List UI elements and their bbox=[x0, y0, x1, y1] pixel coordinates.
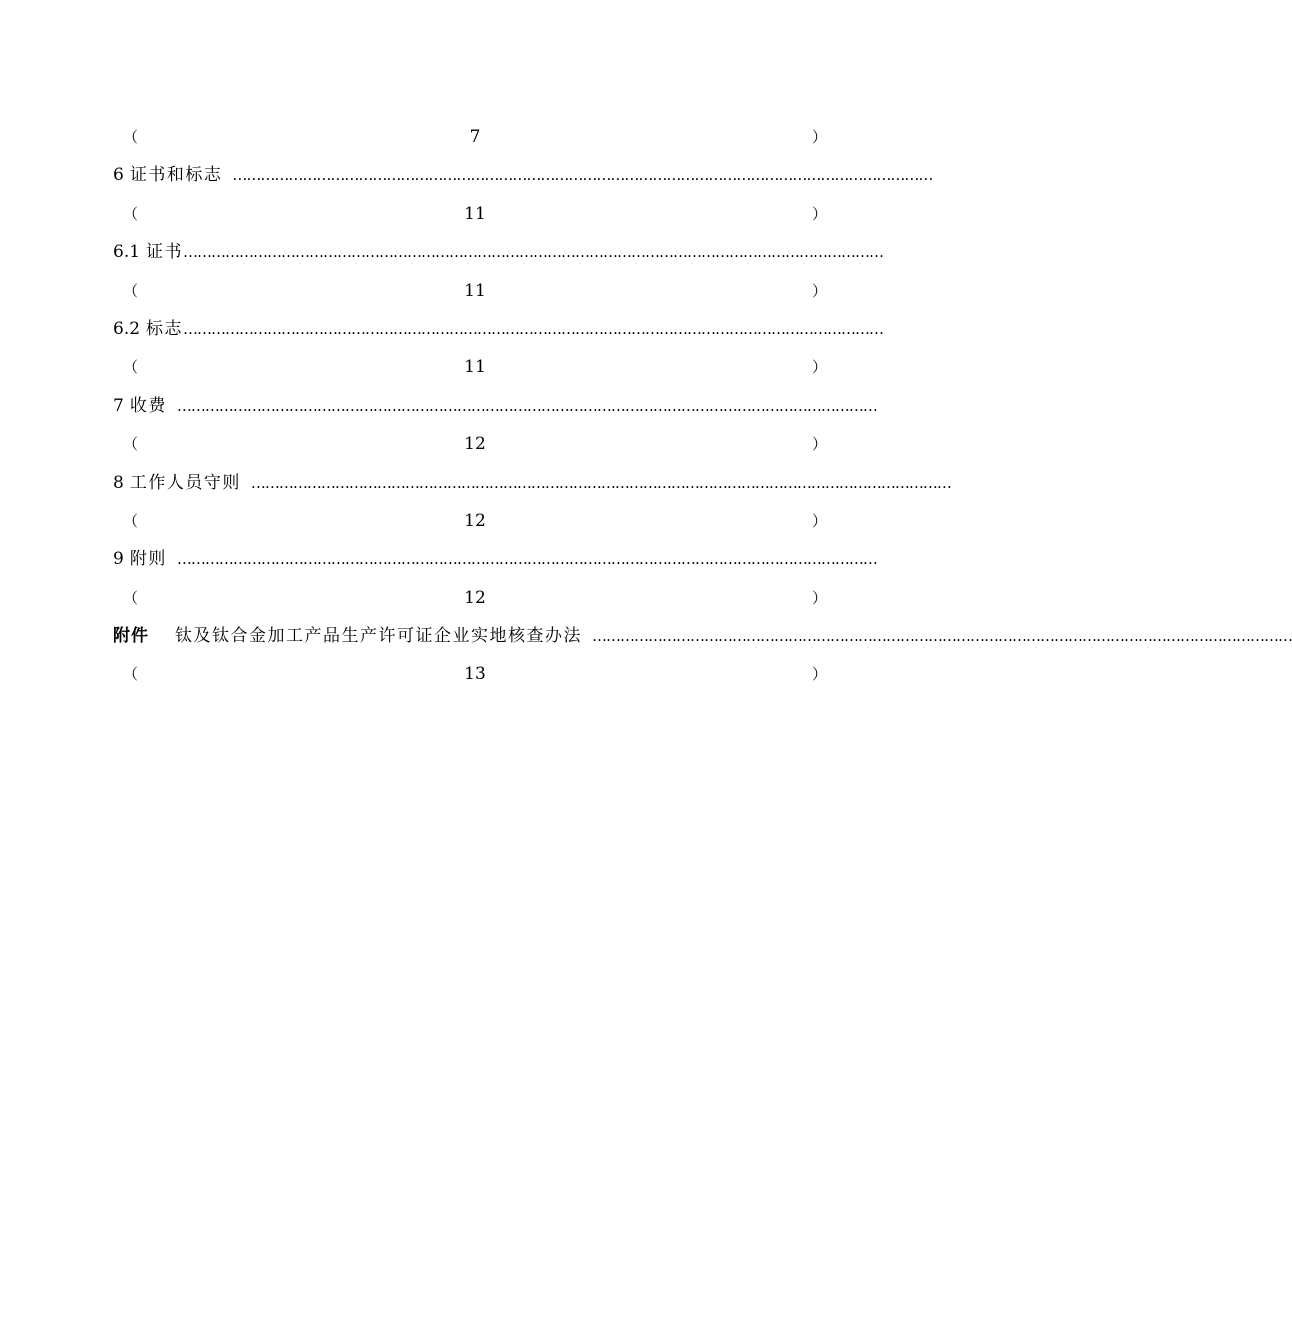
toc-entry[interactable] bbox=[113, 233, 884, 271]
close-paren: ） bbox=[811, 435, 827, 454]
close-paren: ） bbox=[811, 665, 827, 684]
close-paren: ） bbox=[811, 358, 827, 377]
toc-appendix-entry[interactable] bbox=[113, 617, 1292, 655]
open-paren: （ bbox=[123, 511, 139, 530]
close-paren: ） bbox=[811, 128, 827, 146]
open-paren: （ bbox=[123, 128, 139, 146]
toc-entry-title: 8 工作人员守则 bbox=[113, 472, 241, 493]
toc-page-row bbox=[113, 118, 835, 156]
toc-page-row bbox=[113, 425, 835, 463]
toc-page-row bbox=[113, 579, 835, 617]
toc-entry-title: 6.1 证书 bbox=[113, 242, 184, 263]
page-number: 7 bbox=[469, 127, 481, 147]
toc-entry[interactable] bbox=[113, 464, 951, 502]
appendix-label: 附件 bbox=[113, 626, 149, 647]
open-paren: （ bbox=[123, 358, 139, 377]
open-paren: （ bbox=[123, 665, 139, 684]
toc-entry-title: 6 证书和标志 bbox=[113, 165, 223, 186]
toc-entry[interactable] bbox=[113, 387, 877, 425]
toc-entry-title: 7 收费 bbox=[113, 395, 167, 416]
dot-leader: …………………………………………………………………………………………………………………………………… bbox=[176, 396, 877, 415]
dot-leader: …………………………………………………………………………………………………………………………………… bbox=[232, 166, 933, 185]
toc-page-row bbox=[113, 272, 835, 310]
page-number: 13 bbox=[464, 664, 486, 685]
dot-leader: …………………………………………………………………………………………………………………………………… bbox=[592, 627, 1292, 646]
dot-leader: …………………………………………………………………………………………………………………………………… bbox=[183, 243, 884, 262]
open-paren: （ bbox=[123, 435, 139, 454]
table-of-contents bbox=[113, 118, 1292, 694]
close-paren: ） bbox=[811, 281, 827, 300]
toc-entry-title: 9 附则 bbox=[113, 549, 167, 570]
toc-page-row bbox=[113, 195, 835, 233]
page-number: 11 bbox=[464, 203, 486, 224]
close-paren: ） bbox=[811, 588, 827, 607]
open-paren: （ bbox=[123, 281, 139, 300]
appendix-title: 钛及钛合金加工产品生产许可证企业实地核查办法 bbox=[175, 626, 582, 647]
toc-entry-title: 6.2 标志 bbox=[113, 318, 184, 339]
toc-entry[interactable] bbox=[113, 156, 933, 194]
toc-page-row bbox=[113, 502, 835, 540]
dot-leader: …………………………………………………………………………………………………………………………………… bbox=[250, 473, 951, 492]
page-number: 12 bbox=[464, 434, 486, 455]
page-number: 11 bbox=[464, 280, 486, 301]
dot-leader: …………………………………………………………………………………………………………………………………… bbox=[183, 319, 884, 338]
open-paren: （ bbox=[123, 204, 139, 223]
close-paren: ） bbox=[811, 204, 827, 223]
toc-page-row bbox=[113, 655, 835, 693]
toc-page-row bbox=[113, 348, 835, 386]
open-paren: （ bbox=[123, 588, 139, 607]
close-paren: ） bbox=[811, 511, 827, 530]
toc-entry[interactable] bbox=[113, 310, 884, 348]
page-number: 11 bbox=[464, 357, 486, 378]
page-number: 12 bbox=[464, 587, 486, 608]
page-number: 12 bbox=[464, 510, 486, 531]
toc-entry[interactable] bbox=[113, 540, 877, 578]
dot-leader: …………………………………………………………………………………………………………………………………… bbox=[176, 550, 877, 569]
